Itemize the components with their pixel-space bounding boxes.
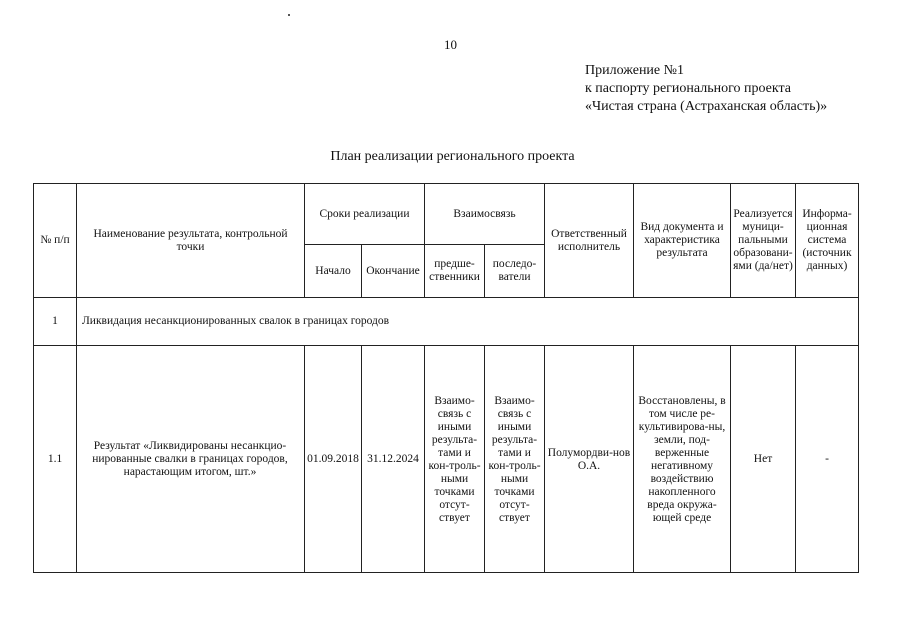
header-num: № п/п: [34, 184, 77, 298]
plan-table: [33, 183, 859, 573]
row-responsible: Полумордви-нов О.А.: [545, 346, 634, 573]
header-responsible: Ответственный исполнитель: [545, 184, 634, 298]
header-start: Начало: [305, 245, 362, 298]
header-info-system: Информа-ционная система (источник данных): [796, 184, 859, 298]
row-successors: Взаимо-связь с иными результа-тами и кон-троль-ными точками отсут-ствует: [485, 346, 545, 573]
scan-speck: [288, 14, 290, 16]
row-start: 01.09.2018: [305, 346, 362, 573]
appendix-block: [585, 62, 827, 116]
header-link: Взаимосвязь: [425, 184, 545, 245]
header-doc-type: Вид документа и характеристика результата: [634, 184, 731, 298]
page-number: 10: [444, 37, 457, 52]
section-row: [34, 298, 859, 346]
row-num: 1.1: [34, 346, 77, 573]
appendix-line-2: к паспорту регионального проекта: [585, 81, 791, 96]
header-predecessors: предше-ственники: [425, 245, 485, 298]
header-end: Окончание: [362, 245, 425, 298]
row-predecessors: Взаимо-связь с иными результа-тами и кон-троль-ными точками отсут-ствует: [425, 346, 485, 573]
appendix-line-3: «Чистая страна (Астраханская область)»: [585, 99, 828, 114]
row-info-system: -: [796, 346, 859, 573]
row-end: 31.12.2024: [362, 346, 425, 573]
header-municipal: Реализуется муници-пальными образовани-ями (да/нет): [731, 184, 796, 298]
plan-title: [0, 149, 905, 165]
table-row: [34, 346, 859, 573]
section-num: 1: [34, 298, 77, 346]
header-successors: последо-ватели: [485, 245, 545, 298]
header-name: Наименование результата, контрольной точки: [77, 184, 305, 298]
row-municipal: Нет: [731, 346, 796, 573]
header-row-1: [34, 184, 859, 245]
appendix-line-1: Приложение №1: [585, 63, 684, 78]
header-terms: Сроки реализации: [305, 184, 425, 245]
plan-title-text: План реализации регионального проекта: [330, 149, 575, 164]
section-name: Ликвидация несанкционированных свалок в границах городов: [77, 298, 859, 346]
row-name: Результат «Ликвидированы несанкцио-нированные свалки в границах городов, нарастающим итогом, шт.»: [77, 346, 305, 573]
row-doc-type: Восстановлены, в том числе ре-культивирова-ны, земли, под-верженные негативному воздействию накопленного вреда окружа-ющей среде: [634, 346, 731, 573]
